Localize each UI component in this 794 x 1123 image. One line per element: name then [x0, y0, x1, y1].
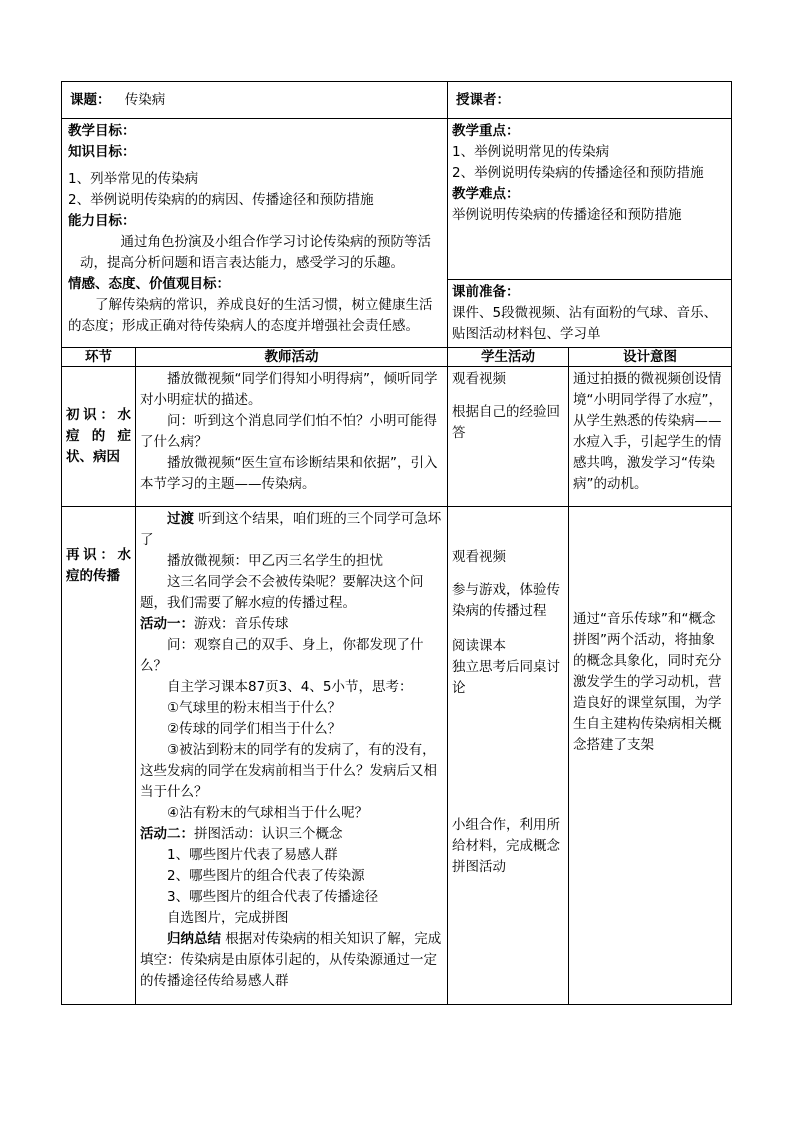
objectives-row — [62, 119, 732, 280]
emotion-text: 了解传染病的常识，养成良好的生活习惯，树立健康生活的态度；形成正确对待传染病人的态度并增强社会责任感。 — [68, 297, 433, 334]
question-1: ①气球里的粉末相当于什么？ — [167, 700, 342, 716]
focus-item-2: 2、举例说明传染病的传播途径和预防措施 — [452, 165, 704, 181]
activity2-label: 活动二： — [140, 826, 194, 842]
ability-title: 能力目标： — [68, 213, 136, 229]
stage-1-teacher-p2: 问：听到这个消息同学们怕不怕？小明可能得了什么病？ — [140, 413, 437, 450]
preparation-title: 课前准备： — [452, 284, 520, 300]
item-3: 3、哪些图片的组合代表了传播途径 — [167, 889, 379, 905]
stage-1-teacher-p3: 播放微视频“医生宣布诊断结果和依据”，引入本节学习的主题——传染病。 — [140, 455, 438, 492]
stage-2-student — [448, 507, 569, 1005]
stage-2-student-p2: 参与游戏，体验传染病的传播过程 — [452, 582, 561, 619]
focus-cell — [448, 119, 732, 280]
stage-2-teacher — [136, 507, 448, 1005]
ability-text: 通过角色扮演及小组合作学习讨论传染病的预防等活动，提高分析问题和语言表达能力，感受学习的乐趣。 — [80, 234, 431, 271]
transition-text: 听到这个结果，咱们班的三个同学可急坏了 — [140, 511, 442, 548]
lesson-plan-table — [61, 81, 732, 1005]
transition-label: 过渡 — [167, 511, 194, 527]
preparation-text: 课件、5段微视频、沾有面粉的气球、音乐、贴图活动材料包、学习单 — [452, 305, 718, 342]
stage-2-student-p1: 观看视频 — [452, 549, 507, 565]
stage-2-student-p4: 独立思考后同桌讨论 — [452, 659, 561, 696]
topic-label: 课题： — [70, 91, 111, 108]
stage-2-name: 再识：水痘的传播 — [62, 507, 136, 1005]
difficulty-title: 教学难点： — [452, 186, 520, 202]
stage-2-teacher-p5: 自选图片，完成拼图 — [167, 910, 289, 926]
stage-2-teacher-p1: 播放微视频：甲乙丙三名学生的担忧 — [167, 553, 383, 569]
knowledge-title: 知识目标： — [68, 144, 136, 160]
question-4: ④沾有粉末的气球相当于什么呢？ — [167, 805, 369, 821]
activity1-label: 活动一： — [140, 616, 194, 632]
stage-1-student — [448, 367, 569, 507]
teacher-cell — [448, 82, 732, 119]
column-header-student: 学生活动 — [448, 348, 569, 367]
item-1: 1、哪些图片代表了易感人群 — [167, 847, 338, 863]
stage-2-intent — [569, 507, 732, 1005]
stage-2-intent-text: 通过“音乐传球”和“概念拼图”两个活动，将抽象的概念具象化，同时充分激发学生的学习动机，营造良好的课堂氛围，为学生自主建构传染病相关概念搭建了支架 — [573, 611, 722, 753]
column-header-stage: 环节 — [62, 348, 136, 367]
stage-2-teacher-p2: 这三名同学会不会被传染呢？要解决这个问题，我们需要了解水痘的传播过程。 — [140, 574, 424, 611]
stage-2-student-p5: 小组合作，利用所给材料，完成概念拼图活动 — [452, 817, 561, 875]
stage-1-name: 初识：水痘的症状、病因 — [62, 367, 136, 507]
question-3: ③被沾到粉末的同学有的发病了，有的没有，这些发病的同学在发病前相当于什么？发病后又相当于什么？ — [140, 742, 437, 800]
column-header-intent: 设计意图 — [569, 348, 732, 367]
columns-header-row — [62, 348, 732, 367]
column-header-teacher: 教师活动 — [136, 348, 448, 367]
stage-1-teacher-p1: 播放微视频“同学们得知小明得病”，倾听同学对小明症状的描述。 — [140, 371, 438, 408]
header-row — [62, 82, 732, 119]
summary-text: 根据对传染病的相关知识了解，完成填空：传染病是由原体引起的，从传染源通过一定的传播途径传给易感人群 — [140, 931, 442, 989]
stage-1-student-p2: 根据自己的经验回答 — [452, 404, 561, 441]
stage-2-teacher-p3: 问：观察自己的双手、身上，你都发现了什么？ — [140, 637, 424, 674]
question-2: ②传球的同学们相当于什么？ — [167, 721, 342, 737]
teacher-label: 授课者： — [456, 91, 511, 108]
focus-item-1: 1、举例说明常见的传染病 — [452, 144, 610, 160]
stage-1-intent: 通过拍摄的微视频创设情境“小明同学得了水痘”，从学生熟悉的传染病——水痘入手，引起学生的情感共鸣，激发学习“传染病”的动机。 — [569, 367, 732, 507]
stage-1-teacher — [136, 367, 448, 507]
knowledge-item-2: 2、举例说明传染病的的病因、传播途径和预防措施 — [68, 192, 374, 208]
activity1-text: 游戏：音乐传球 — [194, 616, 289, 632]
stage-1-student-p1: 观看视频 — [452, 371, 507, 387]
item-2: 2、哪些图片的组合代表了传染源 — [167, 868, 365, 884]
stage-2-teacher-p4: 自主学习课本87页3、4、5小节，思考： — [167, 679, 413, 695]
stage-row-1 — [62, 367, 732, 507]
topic-value: 传染病 — [124, 91, 166, 108]
focus-title: 教学重点： — [452, 123, 520, 139]
objectives-title: 教学目标： — [68, 123, 136, 139]
objectives-cell — [62, 119, 448, 348]
preparation-cell — [448, 280, 732, 348]
stage-2-student-p3: 阅读课本 — [452, 638, 507, 654]
lesson-plan-document — [61, 81, 731, 1005]
knowledge-item-1: 1、列举常见的传染病 — [68, 171, 199, 187]
emotion-title: 情感、态度、价值观目标： — [68, 276, 230, 292]
activity2-text: 拼图活动：认识三个概念 — [194, 826, 343, 842]
difficulty-text: 举例说明传染病的传播途径和预防措施 — [452, 207, 682, 223]
topic-cell — [62, 82, 448, 119]
stage-row-2 — [62, 507, 732, 1005]
summary-label: 归纳总结 — [167, 931, 221, 947]
